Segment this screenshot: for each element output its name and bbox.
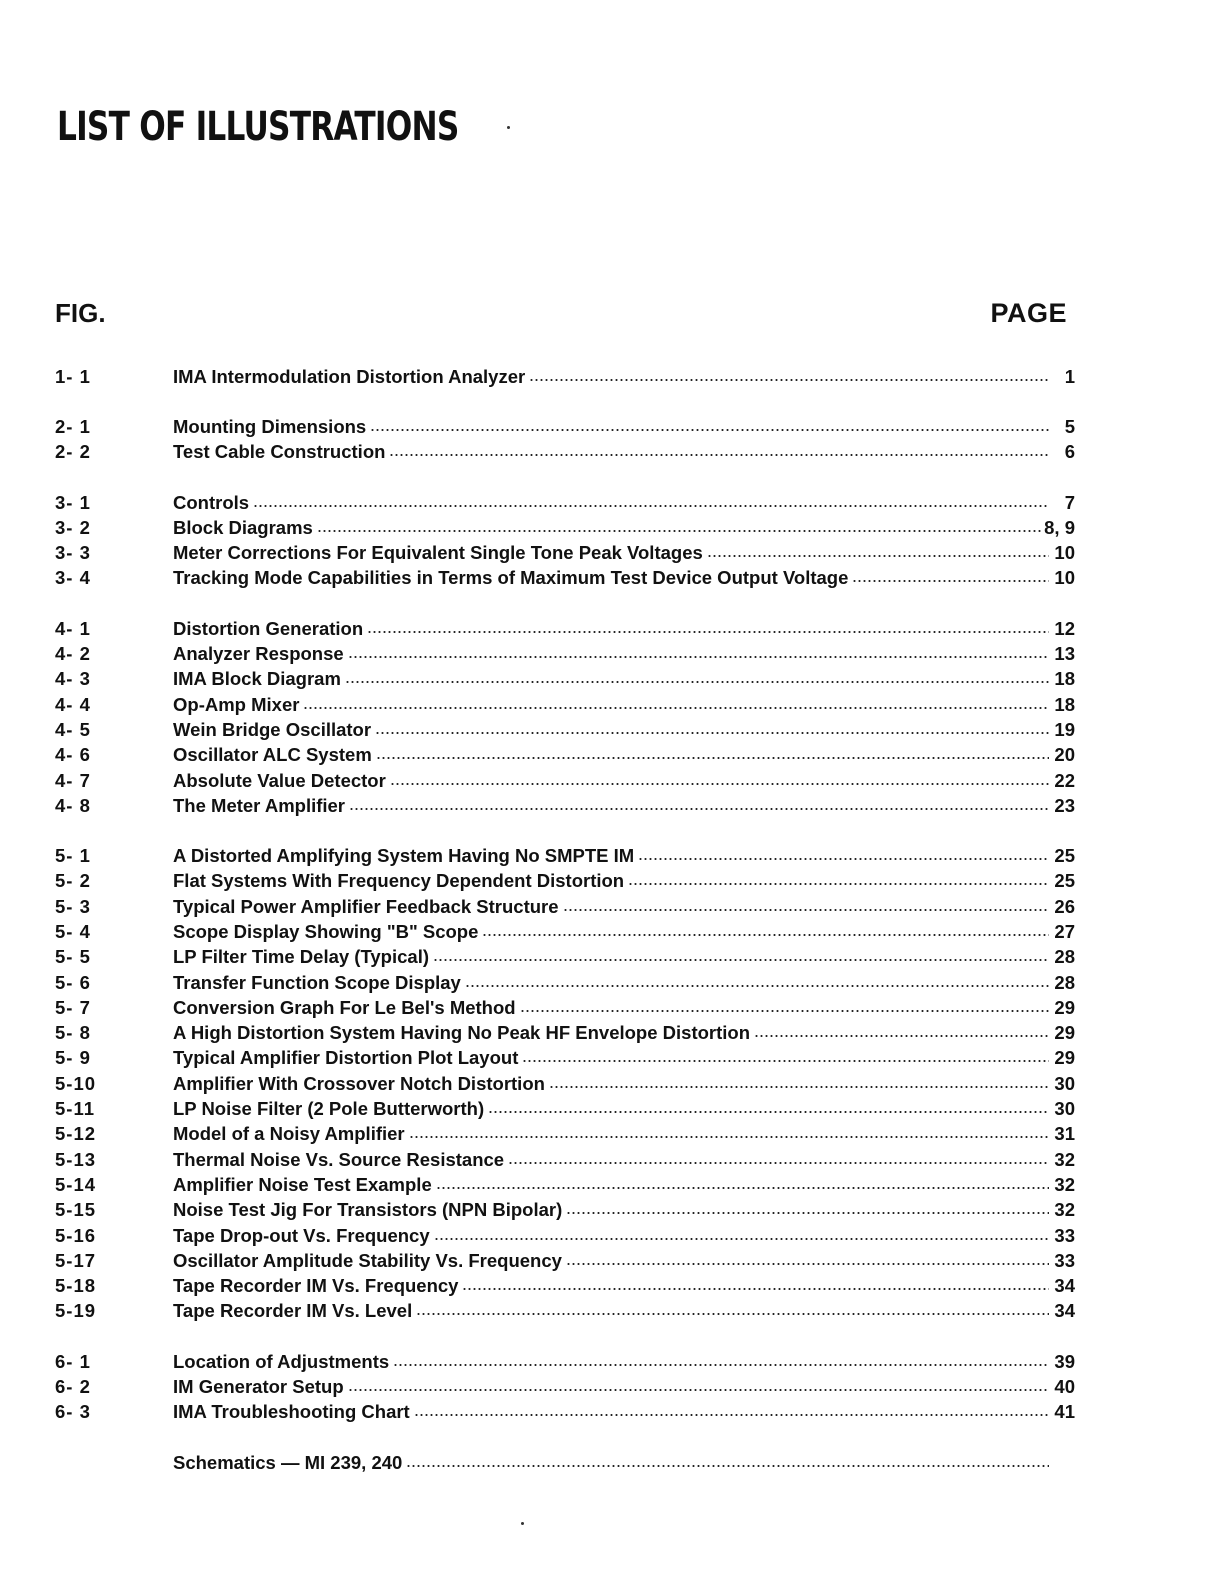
list-item	[55, 515, 1075, 540]
illustrations-list	[55, 364, 1075, 1500]
dot-leader	[638, 856, 1049, 862]
dot-leader	[436, 1185, 1049, 1191]
dot-leader	[707, 553, 1049, 559]
figure-number: 3- 3	[55, 542, 91, 564]
list-item	[55, 793, 1075, 818]
figure-number: 5- 7	[55, 996, 91, 1018]
list-item	[55, 616, 1075, 641]
figure-number: 6- 2	[55, 1376, 91, 1398]
figure-number: 3- 1	[55, 491, 91, 513]
list-item	[55, 667, 1075, 692]
list-item	[55, 692, 1075, 717]
page-number: 39	[1054, 1350, 1075, 1372]
figure-title: Test Cable Construction	[173, 441, 386, 463]
dot-leader	[253, 503, 1049, 509]
figure-title: Oscillator Amplitude Stability Vs. Frequency	[173, 1249, 562, 1271]
figure-title: Op-Amp Mixer	[173, 693, 300, 715]
page-number: 30	[1054, 1072, 1075, 1094]
figure-title: Tape Recorder IM Vs. Level	[173, 1300, 413, 1322]
figure-number: 5- 6	[55, 971, 91, 993]
dot-leader	[465, 983, 1049, 989]
figure-group	[55, 490, 1075, 591]
dot-leader	[522, 1058, 1049, 1064]
list-item	[55, 1122, 1075, 1147]
dot-leader	[488, 1109, 1049, 1115]
figure-number: 5- 4	[55, 920, 91, 942]
dot-leader	[628, 881, 1049, 887]
figure-title: Controls	[173, 491, 250, 513]
dot-leader	[370, 427, 1049, 433]
fig-column-header: FIG.	[55, 298, 106, 328]
list-item	[55, 768, 1075, 793]
list-item	[55, 1071, 1075, 1096]
dot-leader	[348, 1387, 1049, 1393]
list-item	[55, 717, 1075, 742]
page-number: 22	[1054, 769, 1075, 791]
dot-leader	[566, 1210, 1049, 1216]
figure-title: Tape Recorder IM Vs. Frequency	[173, 1275, 459, 1297]
figure-title: IM Generator Setup	[173, 1376, 344, 1398]
figure-title: Scope Display Showing "B" Scope	[173, 920, 479, 942]
figure-number: 5-16	[55, 1224, 97, 1246]
page-number: 32	[1054, 1148, 1075, 1170]
list-item	[55, 1400, 1075, 1425]
dot-leader	[433, 957, 1049, 963]
page-number: 32	[1054, 1173, 1075, 1195]
page-number: 28	[1054, 971, 1075, 993]
list-item	[55, 894, 1075, 919]
page-number: 27	[1054, 920, 1075, 942]
page-number: 41	[1054, 1401, 1075, 1423]
dot-leader	[317, 528, 1042, 534]
figure-title: Typical Power Amplifier Feedback Structure	[173, 895, 559, 917]
page-column-header: PAGE	[990, 298, 1067, 328]
figure-title: Meter Corrections For Equivalent Single Tone Peak Voltages	[173, 542, 703, 564]
dot-leader	[348, 654, 1049, 660]
figure-title: Wein Bridge Oscillator	[173, 718, 372, 740]
figure-title: Block Diagrams	[173, 516, 313, 538]
scan-speck	[521, 1522, 524, 1525]
list-item	[55, 1096, 1075, 1121]
figure-title: LP Filter Time Delay (Typical)	[173, 946, 430, 968]
list-item	[55, 970, 1075, 995]
page-title: LIST OF ILLUSTRATIONS	[57, 104, 459, 150]
figure-group	[55, 1349, 1075, 1425]
figure-title: Typical Amplifier Distortion Plot Layout	[173, 1047, 519, 1069]
page-number: 1	[1064, 365, 1075, 387]
figure-title: The Meter Amplifier	[173, 794, 346, 816]
figure-number: 4- 1	[55, 617, 91, 639]
figure-group	[55, 1450, 1075, 1475]
figure-title: Amplifier With Crossover Notch Distortion	[173, 1072, 545, 1094]
figure-group	[55, 843, 1075, 1324]
figure-number: 5-14	[55, 1173, 97, 1195]
dot-leader	[367, 629, 1049, 635]
dot-leader	[303, 705, 1049, 711]
dot-leader	[549, 1084, 1049, 1090]
figure-number: 4- 7	[55, 769, 91, 791]
page-number: 25	[1054, 870, 1075, 892]
list-item	[55, 869, 1075, 894]
figure-number: 5- 9	[55, 1047, 91, 1069]
dot-leader	[393, 1362, 1049, 1368]
figure-title: Absolute Value Detector	[173, 769, 386, 791]
list-item	[55, 995, 1075, 1020]
page-number: 30	[1054, 1098, 1075, 1120]
figure-group	[55, 414, 1075, 465]
list-item	[55, 414, 1075, 439]
list-item	[55, 1274, 1075, 1299]
list-item	[55, 1172, 1075, 1197]
figure-number: 5- 1	[55, 845, 91, 867]
list-item	[55, 1147, 1075, 1172]
figure-title: Mounting Dimensions	[173, 415, 367, 437]
dot-leader	[414, 1412, 1049, 1418]
figure-title: LP Noise Filter (2 Pole Butterworth)	[173, 1098, 485, 1120]
list-item	[55, 1223, 1075, 1248]
list-item	[55, 641, 1075, 666]
list-item	[55, 843, 1075, 868]
figure-title: Tracking Mode Capabilities in Terms of Maximum Test Device Output Voltage	[173, 567, 849, 589]
list-item	[55, 945, 1075, 970]
dot-leader	[754, 1033, 1049, 1039]
page-number: 18	[1054, 693, 1075, 715]
page-number: 34	[1054, 1275, 1075, 1297]
figure-title: Model of a Noisy Amplifier	[173, 1123, 405, 1145]
list-item	[55, 1374, 1075, 1399]
dot-leader	[852, 578, 1049, 584]
dot-leader	[389, 452, 1049, 458]
page-number: 10	[1054, 542, 1075, 564]
list-item	[55, 490, 1075, 515]
list-item	[55, 743, 1075, 768]
dot-leader	[375, 730, 1049, 736]
page-number: 18	[1054, 668, 1075, 690]
page-number: 6	[1064, 441, 1075, 463]
figure-number: 2- 2	[55, 441, 91, 463]
figure-number: 5-13	[55, 1148, 97, 1170]
page-number: 7	[1064, 491, 1075, 513]
dot-leader	[409, 1134, 1049, 1140]
figure-number: 5-12	[55, 1123, 97, 1145]
figure-number: 5- 5	[55, 946, 91, 968]
dot-leader	[482, 932, 1049, 938]
dot-leader	[434, 1236, 1049, 1242]
figure-title: Location of Adjustments	[173, 1350, 390, 1372]
dot-leader	[416, 1311, 1049, 1317]
page-number: 19	[1054, 718, 1075, 740]
page-number: 10	[1054, 567, 1075, 589]
figure-title: A High Distortion System Having No Peak HF Envelope Distortion	[173, 1022, 751, 1044]
page-number: 40	[1054, 1376, 1075, 1398]
figure-number: 5-18	[55, 1275, 97, 1297]
page-number: 8, 9	[1044, 516, 1075, 538]
dot-leader	[529, 377, 1049, 383]
dot-leader	[406, 1463, 1049, 1469]
dot-leader	[566, 1261, 1049, 1267]
figure-title: IMA Troubleshooting Chart	[173, 1401, 410, 1423]
figure-number: 4- 3	[55, 668, 91, 690]
dot-leader	[520, 1008, 1049, 1014]
figure-title: Transfer Function Scope Display	[173, 971, 461, 993]
figure-title: Distortion Generation	[173, 617, 364, 639]
figure-number: 5-11	[55, 1098, 96, 1120]
page-number: 33	[1054, 1224, 1075, 1246]
page-number: 32	[1054, 1199, 1075, 1221]
dot-leader	[376, 755, 1049, 761]
figure-title: IMA Block Diagram	[173, 668, 341, 690]
page-number: 29	[1054, 1047, 1075, 1069]
figure-number: 3- 2	[55, 516, 91, 538]
figure-number: 5-17	[55, 1249, 97, 1271]
page-number: 31	[1054, 1123, 1075, 1145]
figure-number: 5- 2	[55, 870, 91, 892]
figure-number: 1- 1	[55, 365, 91, 387]
dot-leader	[349, 806, 1049, 812]
figure-number: 5-10	[55, 1072, 97, 1094]
list-item	[55, 1021, 1075, 1046]
page-number: 5	[1064, 415, 1075, 437]
figure-title: Flat Systems With Frequency Dependent Distortion	[173, 870, 625, 892]
figure-title: Thermal Noise Vs. Source Resistance	[173, 1148, 505, 1170]
figure-number: 5-15	[55, 1199, 97, 1221]
list-item	[55, 440, 1075, 465]
figure-title: IMA Intermodulation Distortion Analyzer	[173, 365, 526, 387]
list-item	[55, 566, 1075, 591]
page-number: 29	[1054, 1022, 1075, 1044]
figure-group	[55, 364, 1075, 389]
figure-number: 2- 1	[55, 415, 91, 437]
figure-number: 4- 5	[55, 718, 91, 740]
figure-title: Analyzer Response	[173, 643, 344, 665]
list-item	[55, 364, 1075, 389]
figure-title: Schematics — MI 239, 240	[173, 1451, 403, 1473]
page-number: 28	[1054, 946, 1075, 968]
dot-leader	[390, 781, 1049, 787]
figure-title: Amplifier Noise Test Example	[173, 1173, 432, 1195]
list-item	[55, 919, 1075, 944]
figure-number: 3- 4	[55, 567, 91, 589]
figure-number: 4- 8	[55, 794, 91, 816]
figure-title: Oscillator ALC System	[173, 744, 372, 766]
page-number: 13	[1054, 643, 1075, 665]
page-number: 26	[1054, 895, 1075, 917]
list-item	[55, 540, 1075, 565]
figure-number: 5- 3	[55, 895, 91, 917]
figure-number: 4- 6	[55, 744, 91, 766]
page-number: 34	[1054, 1300, 1075, 1322]
page-number: 23	[1054, 794, 1075, 816]
list-item	[55, 1046, 1075, 1071]
figure-title: A Distorted Amplifying System Having No SMPTE IM	[173, 845, 635, 867]
figure-group	[55, 616, 1075, 818]
figure-number: 4- 2	[55, 643, 91, 665]
page-number: 29	[1054, 996, 1075, 1018]
dot-leader	[345, 679, 1049, 685]
figure-number: 4- 4	[55, 693, 91, 715]
list-item	[55, 1248, 1075, 1273]
list-item	[55, 1299, 1075, 1324]
figure-number: 5- 8	[55, 1022, 91, 1044]
dot-leader	[462, 1286, 1049, 1292]
figure-title: Noise Test Jig For Transistors (NPN Bipolar)	[173, 1199, 563, 1221]
scan-speck	[507, 126, 510, 129]
figure-number: 6- 3	[55, 1401, 91, 1423]
list-item	[55, 1450, 1075, 1475]
list-item	[55, 1349, 1075, 1374]
figure-number: 5-19	[55, 1300, 97, 1322]
dot-leader	[508, 1160, 1049, 1166]
list-item	[55, 1198, 1075, 1223]
page-number: 20	[1054, 744, 1075, 766]
dot-leader	[563, 907, 1049, 913]
page-number: 33	[1054, 1249, 1075, 1271]
figure-title: Tape Drop-out Vs. Frequency	[173, 1224, 430, 1246]
page-number: 12	[1054, 617, 1075, 639]
figure-number: 6- 1	[55, 1350, 91, 1372]
page-number: 25	[1054, 845, 1075, 867]
figure-title: Conversion Graph For Le Bel's Method	[173, 996, 516, 1018]
